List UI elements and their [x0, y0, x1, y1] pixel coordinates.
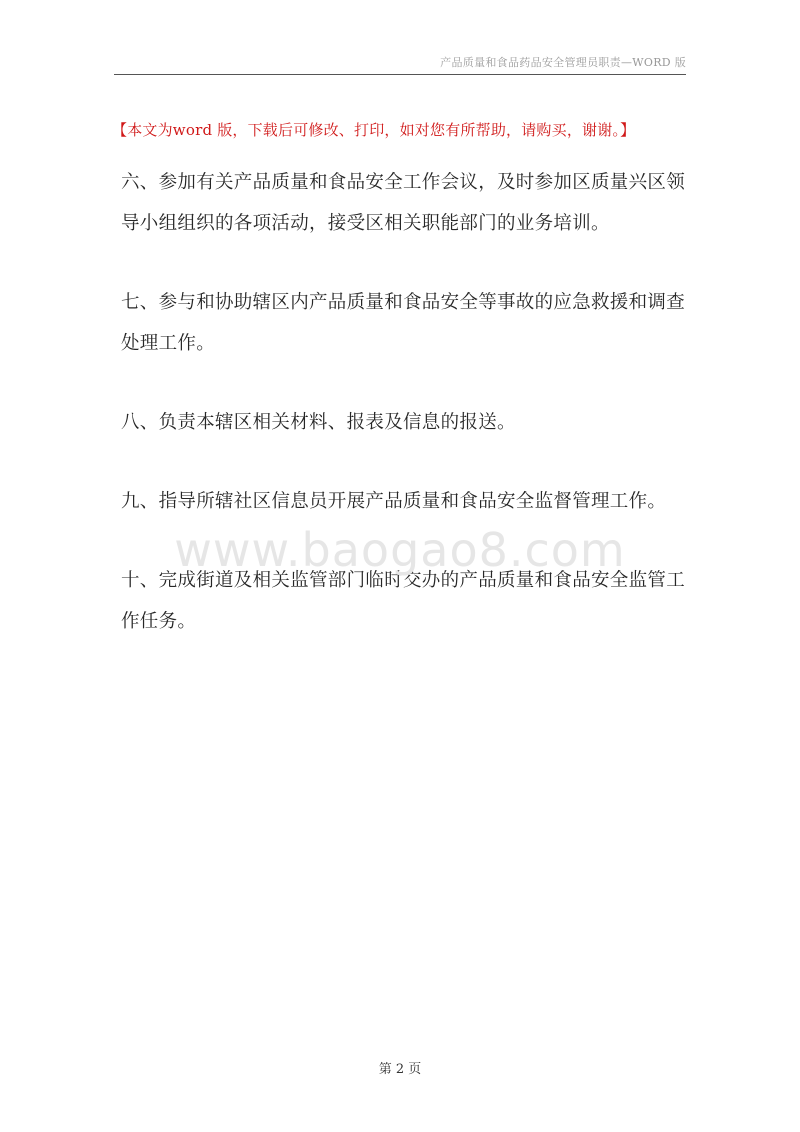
paragraph-duty-9: 九、指导所辖社区信息员开展产品质量和食品安全监督管理工作。 [121, 491, 667, 512]
paragraph-duty-7: 七、参与和协助辖区内产品质量和食品安全等事故的应急救援和调查处理工作。 [121, 292, 686, 354]
paragraph-duty-6: 六、参加有关产品质量和食品安全工作会议，及时参加区质量兴区领导小组组织的各项活动，接受区相关职能部门的业务培训。 [121, 172, 686, 234]
document-body [121, 162, 691, 680]
header-divider [114, 74, 686, 75]
page-header-title: 产品质量和食品药品安全管理员职责—WORD 版 [440, 56, 686, 69]
page-number: 第 2 页 [378, 1062, 422, 1077]
paragraph-duty-8: 八、负责本辖区相关材料、报表及信息的报送。 [121, 412, 516, 433]
watermark: www.baogao8.com [174, 523, 626, 577]
download-notice: 【本文为word 版，下载后可修改、打印，如对您有所帮助，请购买，谢谢。】 [112, 121, 636, 139]
paragraph-duty-10: 十、完成街道及相关监管部门临时交办的产品质量和食品安全监管工作任务。 [121, 570, 686, 632]
